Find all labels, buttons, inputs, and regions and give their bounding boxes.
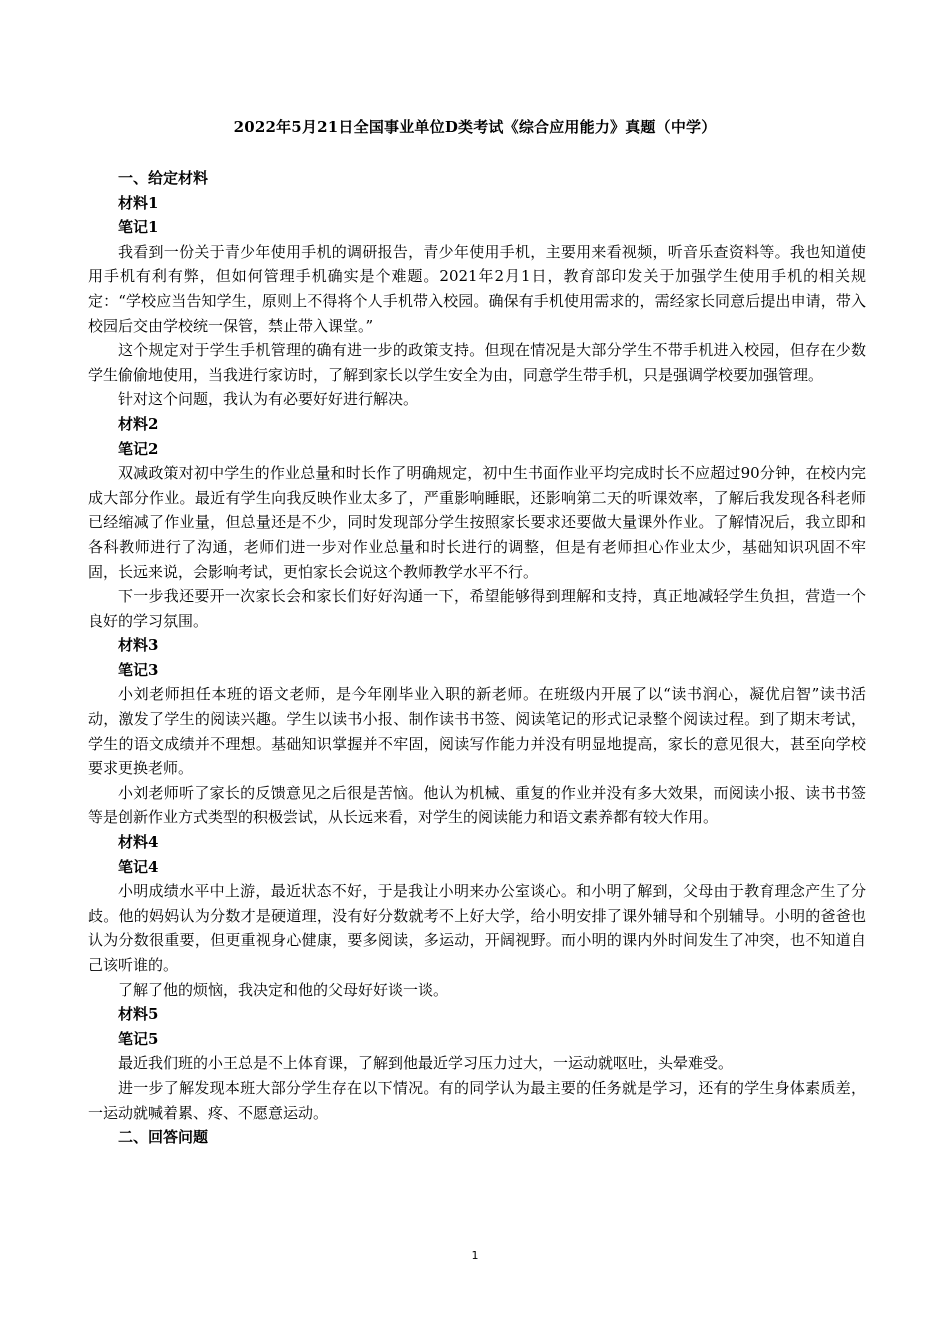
material-label: 材料1 (118, 193, 159, 212)
note-label: 笔记4 (118, 857, 159, 876)
page-title: 2022年5月21日全国事业单位D类考试《综合应用能力》真题（中学） (233, 118, 717, 136)
paragraph: 小刘老师担任本班的语文老师，是今年刚毕业入职的新老师。在班级内开展了以“读书润心，凝优启智”读书活动，激发了学生的阅读兴趣。学生以读书小报、制作读书书签、阅读笔记的形式记录整个阅读过程。到了期末考试，学生的语文成绩并不理想。基础知识掌握并不牢固，阅读写作能力并没有明显地提高，家长的意见很大，甚至向学校要求更换老师。 (88, 685, 866, 778)
paragraph: 小刘老师听了家长的反馈意见之后很是苦恼。他认为机械、重复的作业并没有多大效果，而阅读小报、读书书签等是创新作业方式类型的积极尝试，从长远来看，对学生的阅读能力和语文素养都有较大作用。 (88, 783, 866, 827)
note-label: 笔记3 (118, 660, 159, 679)
paragraph: 我看到一份关于青少年使用手机的调研报告，青少年使用手机，主要用来看视频，听音乐查资料等。我也知道使用手机有利有弊，但如何管理手机确实是个难题。2021年2月1日，教育部印发关于加强学生使用手机的相关规定：“学校应当告知学生，原则上不得将个人手机带入校园。确保有手机使用需求的，需经家长同意后提出申请，带入校园后交由学校统一保管，禁止带入课堂。” (88, 242, 866, 335)
note-label: 笔记1 (118, 218, 159, 237)
paragraph: 这个规定对于学生手机管理的确有进一步的政策支持。但现在情况是大部分学生不带手机进入校园，但存在少数学生偷偷地使用，当我进行家访时，了解到家长以学生安全为由，同意学生带手机，只是强调学校要加强管理。 (88, 341, 866, 384)
section-heading-materials: 一、给定材料 (118, 169, 209, 187)
paragraph: 了解了他的烦恼，我决定和他的父母好好谈一谈。 (118, 980, 449, 999)
paragraph: 小明成绩水平中上游，最近状态不好，于是我让小明来办公室谈心。和小明了解到，父母由于教育理念产生了分歧。他的妈妈认为分数才是硬道理，没有好分数就考不上好大学，给小明安排了课外辅导和个别辅导。小明的爸爸也认为分数很重要，但更重视身心健康，要多阅读，多运动，开阔视野。而小明的课内外时间发生了冲突，也不知道自己该听谁的。 (88, 882, 866, 974)
page-number: 1 (471, 1249, 479, 1262)
paragraph: 进一步了解发现本班大部分学生存在以下情况。有的同学认为最主要的任务就是学习，还有的学生身体素质差，一运动就喊着累、疼、不愿意运动。 (88, 1078, 866, 1122)
paragraph: 双减政策对初中学生的作业总量和时长作了明确规定，初中生书面作业平均完成时长不应超过90分钟，在校内完成大部分作业。最近有学生向我反映作业太多了，严重影响睡眠，还影响第二天的听课效率，了解后我发现各科老师已经缩减了作业量，但总量还是不少，同时发现部分学生按照家长要求还要做大量课外作业。了解情况后，我立即和各科教师进行了沟通，老师们进一步对作业总量和时长进行的调整，但是有老师担心作业太少，基础知识巩固不牢固，长远来说，会影响考试，更怕家长会说这个教师教学水平不行。 (88, 464, 866, 581)
section-heading-questions: 二、回答问题 (118, 1128, 209, 1147)
document-body (88, 166, 866, 1150)
material-label: 材料3 (118, 636, 159, 655)
paragraph: 最近我们班的小王总是不上体育课，了解到他最近学习压力过大，一运动就呕吐，头晕难受。 (118, 1054, 734, 1073)
note-label: 笔记2 (118, 439, 159, 458)
note-label: 笔记5 (118, 1029, 159, 1048)
material-label: 材料2 (118, 414, 159, 433)
paragraph: 针对这个问题，我认为有必要好好进行解决。 (118, 390, 419, 409)
material-label: 材料5 (118, 1005, 159, 1024)
material-label: 材料4 (118, 833, 159, 852)
paragraph: 下一步我还要开一次家长会和家长们好好沟通一下，希望能够得到理解和支持，真正地减轻学生负担，营造一个良好的学习氛围。 (88, 587, 866, 630)
